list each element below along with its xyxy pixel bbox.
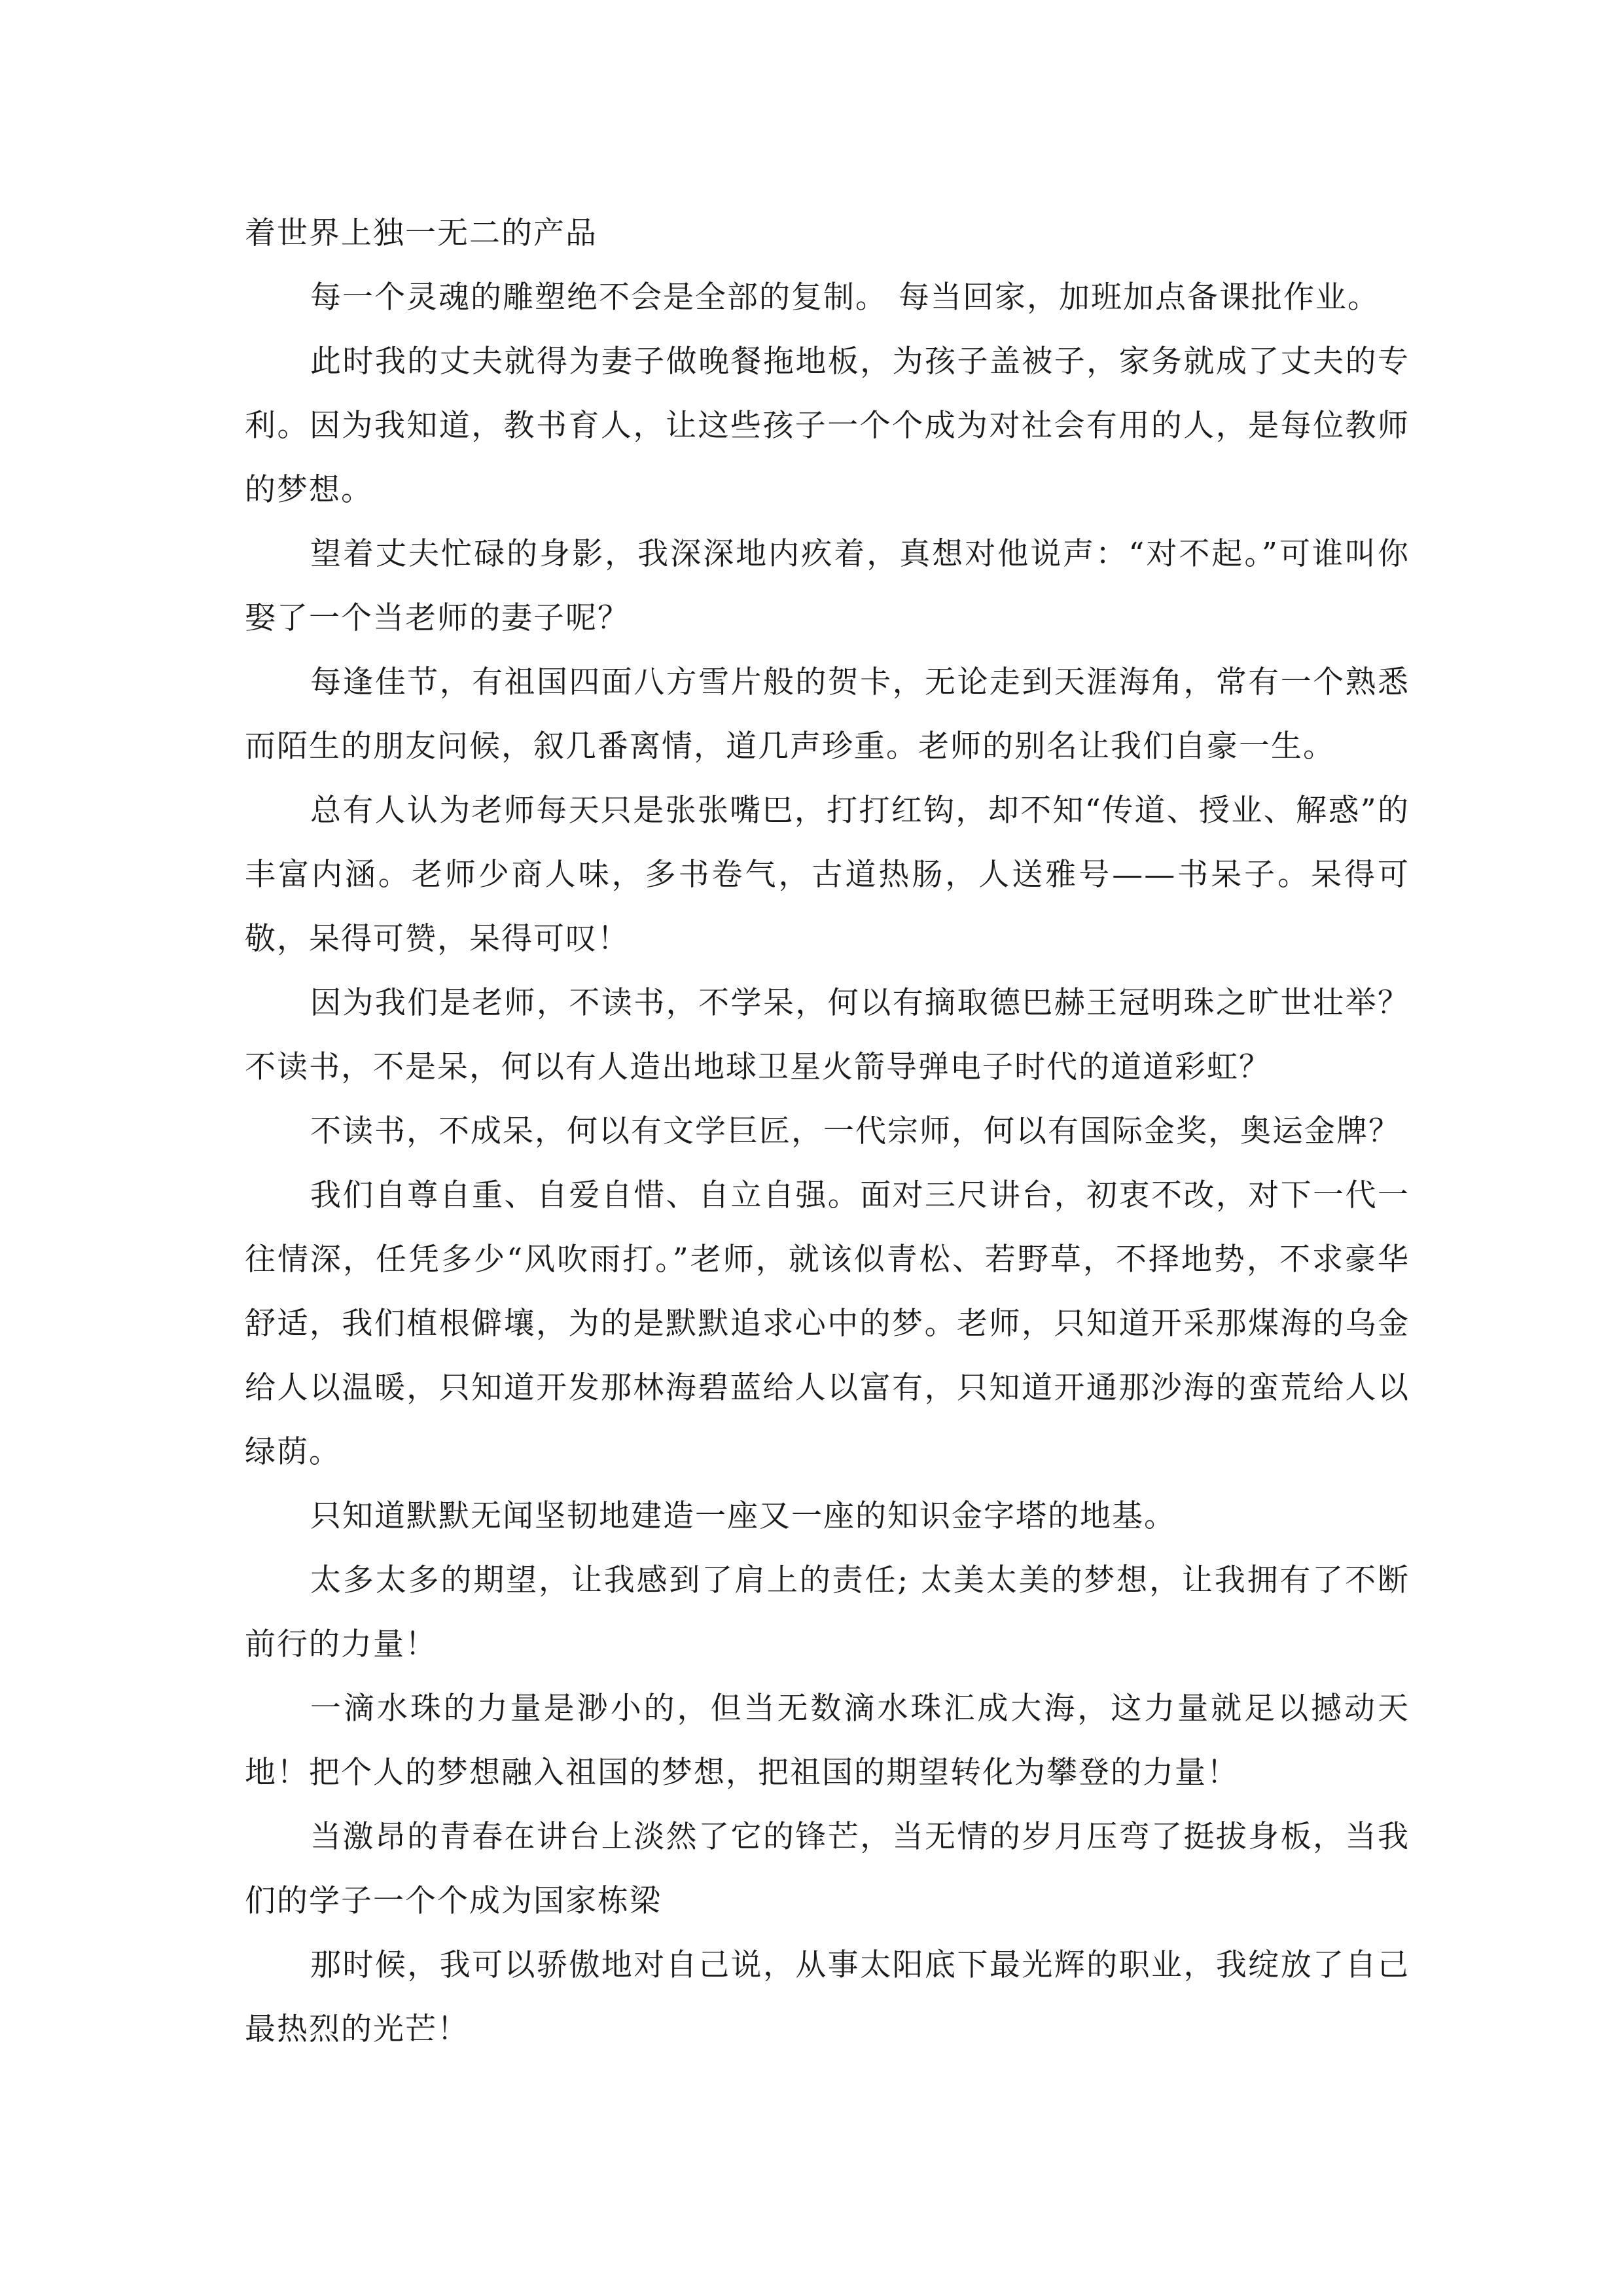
document-body — [245, 202, 1410, 2062]
paragraph-12: 一滴水珠的力量是渺小的，但当无数滴水珠汇成大海，这力量就足以撼动天地！把个人的梦想融入祖国的梦想，把祖国的期望转化为攀登的力量！ — [245, 1691, 1410, 1791]
paragraph-1: 着世界上独一无二的产品 — [245, 215, 597, 251]
paragraph-4: 望着丈夫忙碌的身影，我深深地内疚着，真想对他说声：“对不起。”可谁叫你娶了一个当老师的妻子呢？ — [245, 536, 1410, 636]
paragraph-3: 此时我的丈夫就得为妻子做晚餐拖地板，为孩子盖被子，家务就成了丈夫的专利。因为我知道，教书育人，让这些孩子一个个成为对社会有用的人，是每位教师的梦想。 — [245, 344, 1410, 508]
paragraph-5: 每逢佳节，有祖国四面八方雪片般的贺卡，无论走到天涯海角，常有一个熟悉而陌生的朋友问候，叙几番离情，道几声珍重。老师的别名让我们自豪一生。 — [245, 664, 1410, 764]
paragraph-13: 当激昂的青春在讲台上淡然了它的锋芒，当无情的岁月压弯了挺拔身板，当我们的学子一个个成为国家栋梁 — [245, 1819, 1410, 1919]
paragraph-2: 每一个灵魂的雕塑绝不会是全部的复制。 每当回家，加班加点备课批作业。 — [310, 279, 1380, 315]
paragraph-10: 只知道默默无闻坚韧地建造一座又一座的知识金字塔的地基。 — [310, 1498, 1176, 1534]
paragraph-8: 不读书，不成呆，何以有文学巨匠，一代宗师，何以有国际金奖，奥运金牌？ — [310, 1113, 1400, 1149]
paragraph-6: 总有人认为老师每天只是张张嘴巴，打打红钩，却不知“传道、授业、解惑”的丰富内涵。老师少商人味，多书卷气，古道热肠，人送雅号——书呆子。呆得可敬，呆得可赞，呆得可叹！ — [245, 793, 1410, 957]
paragraph-9: 我们自尊自重、自爱自惜、自立自强。面对三尺讲台，初衷不改，对下一代一往情深，任凭多少“风吹雨打。”老师，就该似青松、若野草，不择地势，不求豪华舒适，我们植根僻壤，为的是默默追求心中的梦。老师，只知道开采那煤海的乌金给人以温暖，只知道开发那林海碧蓝给人以富有，只知道开通那沙海的蛮荒给人以绿荫。 — [245, 1177, 1410, 1470]
paragraph-14: 那时候，我可以骄傲地对自己说，从事太阳底下最光辉的职业，我绽放了自己最热烈的光芒！ — [245, 1947, 1410, 2047]
paragraph-11: 太多太多的期望，让我感到了肩上的责任; 太美太美的梦想，让我拥有了不断前行的力量！ — [245, 1562, 1410, 1662]
paragraph-7: 因为我们是老师，不读书，不学呆，何以有摘取德巴赫王冠明珠之旷世壮举？不读书，不是呆，何以有人造出地球卫星火箭导弹电子时代的道道彩虹？ — [245, 985, 1410, 1085]
